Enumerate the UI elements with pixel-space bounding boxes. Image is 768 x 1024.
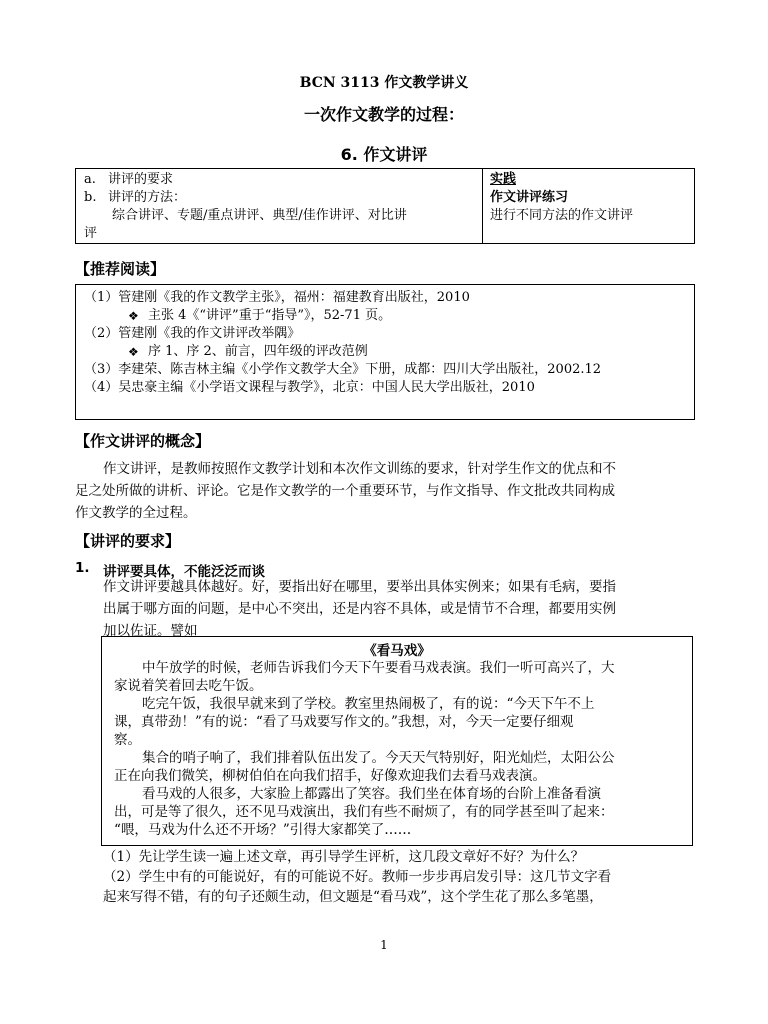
reading-subitem: 序 1、序 2、前言，四年级的评改范例 (148, 344, 368, 359)
essay-line: 中午放学的时候，老师告诉我们今天下午要看马戏表演。我们一听可高兴了，大 (142, 660, 615, 676)
methods-line-1: 综合讲评、专题/重点讲评、典型/佳作讲评、对比讲 (112, 208, 407, 223)
table-divider (482, 169, 483, 243)
reading-item: （4）吴忠豪主编《小学语文课程与教学》，北京：中国人民大学出版社，2010 (84, 380, 535, 395)
concept-line: 足之处所做的讲析、评论。它是作文教学的一个重要环节，与作文指导、作文批改共同构成 (75, 483, 615, 499)
concept-heading: 【作文讲评的概念】 (75, 432, 211, 450)
concept-line: 作文讲评，是教师按照作文教学计划和本次作文训练的要求，针对学生作文的优点和不 (103, 461, 616, 477)
course-title: BCN 3113 作文教学讲义 (299, 75, 469, 91)
essay-line: 正在向我们微笑，柳树伯伯在向我们招手，好像欢迎我们去看马戏表演。 (114, 768, 546, 784)
essay-line: 吃完午饭，我很早就来到了学校。教室里热闹极了，有的说：“今天下午不上 (142, 696, 595, 712)
methods-line-2: 评 (84, 226, 98, 241)
document-subtitle: 一次作文教学的过程： (303, 105, 464, 124)
reading-box (75, 284, 695, 420)
requirements-heading: 【讲评的要求】 (75, 532, 181, 550)
item-1-line: 出属于哪方面的问题，是中心不突出，还是内容不具体，或是情节不合理，都要用实例 (103, 601, 616, 617)
exercise-label: 作文讲评练习 (490, 190, 569, 205)
section-title: 6. 作文讲评 (340, 145, 428, 164)
diamond-bullet-icon: ❖ (128, 345, 139, 359)
question-line: 起来写得不错，有的句子还颇生动，但文题是“看马戏”，这个学生花了那么多笔墨， (103, 889, 603, 905)
essay-line: 看马戏的人很多，大家脸上都露出了笑容。我们坐在体育场的台阶上准备看演 (142, 786, 601, 802)
essay-box (101, 636, 693, 846)
essay-line: 课，真带劲！”有的说：“看了马戏要写作文的。”我想，对，今天一定要仔细观 (114, 714, 574, 730)
essay-line: 出，可是等了很久，还不见马戏演出，我们有些不耐烦了，有的同学甚至叫了起来： (114, 804, 614, 820)
essay-line: 家说着笑着回去吃午饭。 (114, 678, 263, 694)
exercise-description: 进行不同方法的作文讲评 (490, 208, 634, 223)
essay-title: 《看马戏》 (363, 643, 431, 659)
item-1-line: 加以佐证。譬如 (103, 623, 198, 639)
item-a-text: 讲评的要求 (108, 172, 174, 187)
diamond-bullet-icon: ❖ (128, 309, 139, 323)
item-a-marker: a. (84, 172, 96, 187)
essay-line: 察。 (114, 732, 141, 748)
essay-line: 集合的哨子响了，我们排着队伍出发了。今天天气特别好，阳光灿烂，太阳公公 (142, 750, 615, 766)
concept-line: 作文教学的全过程。 (75, 505, 197, 521)
item-1-title: 讲评要具体，不能泛泛而谈 (103, 564, 265, 580)
page-number: 1 (380, 938, 388, 952)
item-b-marker: b. (84, 190, 97, 205)
reading-item: （1）管建刚《我的作文教学主张》，福州：福建教育出版社，2010 (84, 290, 470, 305)
question-line: （1）先让学生读一遍上述文章，再引导学生评析，这几段文章好不好？为什么？ (103, 849, 585, 865)
overview-table (75, 168, 695, 244)
practice-label: 实践 (490, 172, 517, 187)
item-1-number: 1. (75, 560, 90, 576)
item-1-line: 作文讲评要越具体越好。好，要指出好在哪里，要举出具体实例来；如果有毛病，要指 (103, 579, 616, 595)
reading-heading: 【推荐阅读】 (75, 260, 166, 278)
reading-item: （3）李建荣、陈吉林主编《小学作文教学大全》下册，成都：四川大学出版社，2002.12 (84, 362, 602, 377)
item-b-text: 讲评的方法： (108, 190, 187, 205)
essay-line: “喂，马戏为什么还不开场？”引得大家都笑了…… (114, 822, 412, 838)
question-line: （2）学生中有的可能说好，有的可能说不好。教师一步步再启发引导：这几节文字看 (103, 869, 612, 885)
reading-subitem: 主张 4《“讲评”重于“指导”》，52-71 页。 (148, 308, 392, 323)
reading-item: （2）管建刚《我的作文讲评改举隅》 (84, 326, 301, 341)
